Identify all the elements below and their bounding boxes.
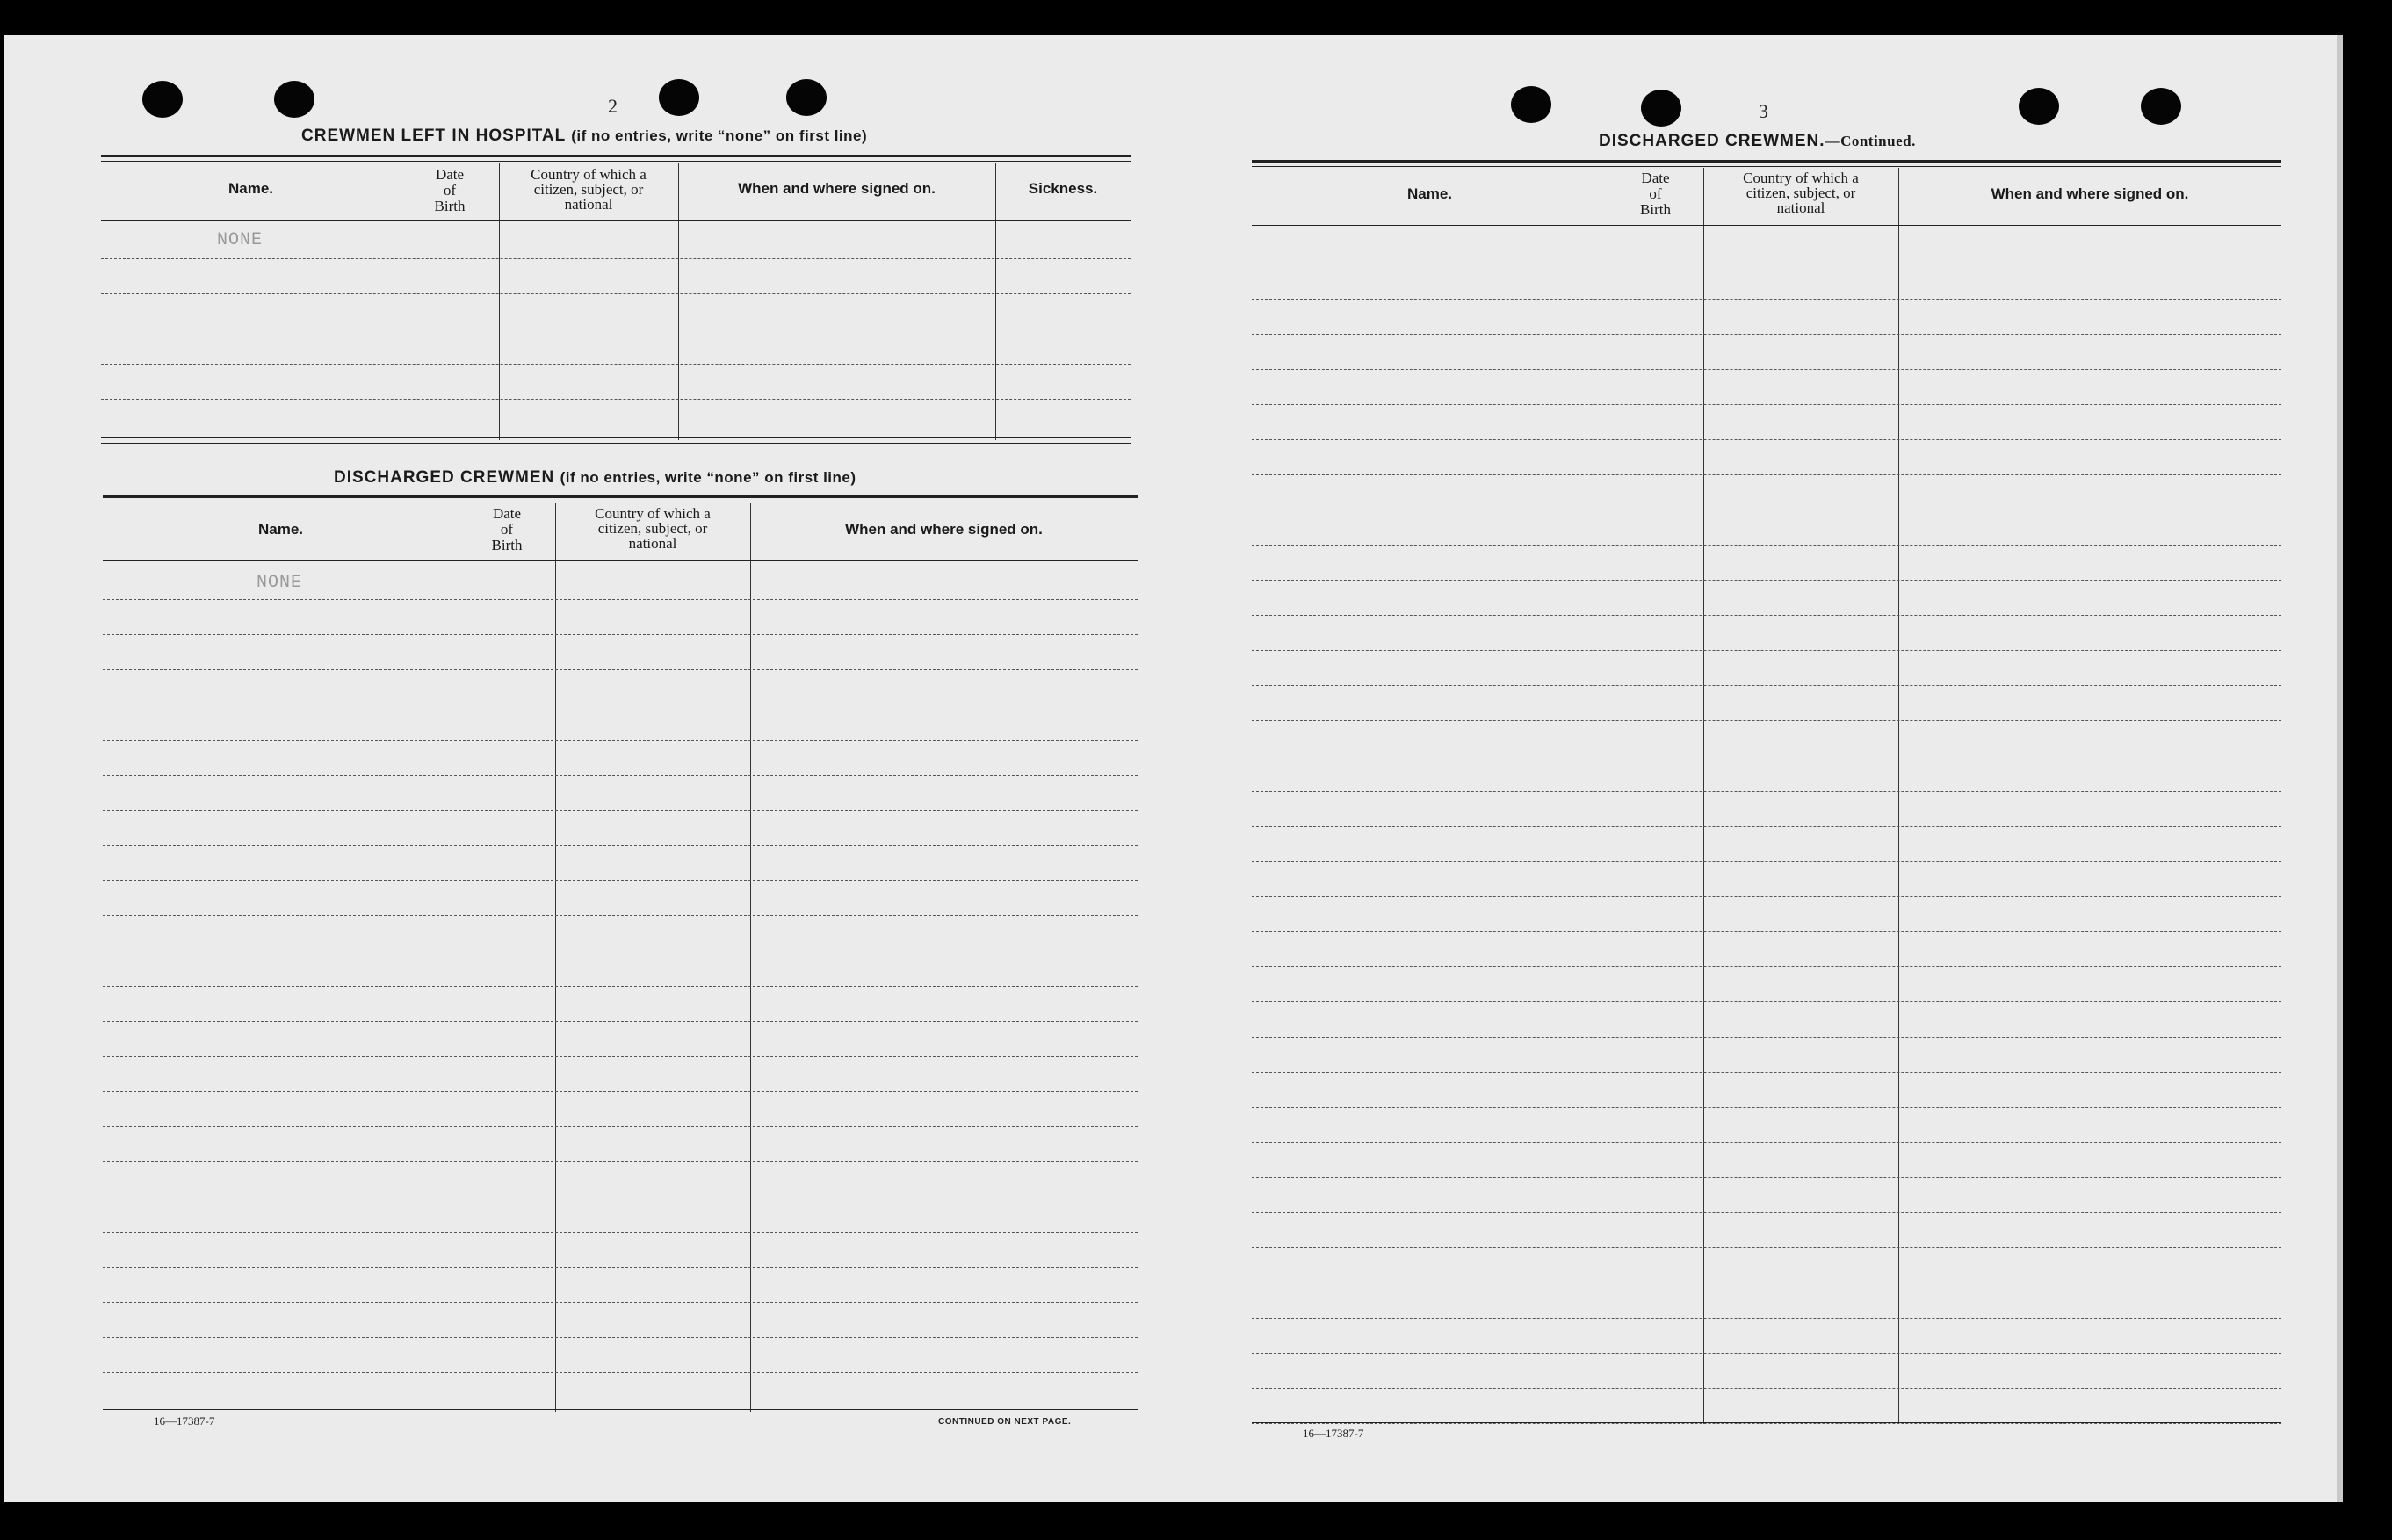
table-row-line [1252, 1247, 2281, 1248]
discharged-continued-table [1252, 160, 2281, 1428]
table-row-line [103, 810, 1138, 811]
table-row-line [1252, 1072, 2281, 1073]
header-bottom-rule [101, 220, 1131, 221]
discharged-continued-title [1599, 132, 1916, 151]
form-code: 16—17387-7 [1303, 1427, 1364, 1440]
form-code: 16—17387-7 [154, 1414, 215, 1428]
table-row-line [1252, 685, 2281, 686]
table-row-line [103, 740, 1138, 741]
table-row-line [103, 986, 1138, 987]
table-top-rule [103, 495, 1138, 498]
table-row-line [1252, 369, 2281, 370]
page-number: 3 [1759, 100, 1768, 122]
column-header-sickness: Sickness. [1028, 180, 1098, 197]
table-row-line [103, 669, 1138, 670]
table-row-line [1252, 791, 2281, 792]
table-row-line [1252, 1423, 2281, 1424]
table-row-line [1252, 1107, 2281, 1108]
hospital-table [101, 155, 1131, 445]
table-row-line [1252, 404, 2281, 405]
table-row-line [103, 1091, 1138, 1092]
discharged-title-text: DISCHARGED CREWMEN [334, 468, 555, 487]
table-top-rule [1252, 166, 2281, 167]
table-bottom-rule [101, 443, 1131, 444]
column-divider [555, 503, 556, 1412]
discharged-table [103, 495, 1138, 1411]
table-row-line [1252, 1142, 2281, 1143]
column-divider [1898, 168, 1899, 1424]
column-header-country: Country of which a citizen, subject, or national [531, 166, 647, 213]
column-header-signed: When and where signed on. [845, 521, 1043, 538]
table-row-line [1252, 826, 2281, 827]
sheet-edge-shadow [2337, 35, 2343, 1502]
header-bottom-rule [103, 560, 1138, 561]
column-divider [1703, 168, 1704, 1424]
table-bottom-rule [103, 1409, 1138, 1410]
table-row-line [1252, 1388, 2281, 1389]
table-row-line [103, 1302, 1138, 1303]
punch-hole [1511, 86, 1551, 123]
column-header-country: Country of which a citizen, subject, or national [1743, 170, 1859, 216]
column-header-name: Name. [257, 521, 304, 538]
table-row-line [1252, 1001, 2281, 1002]
table-row-line [103, 775, 1138, 776]
table-bottom-rule [101, 437, 1131, 438]
table-row-line [1252, 1353, 2281, 1354]
table-row-line [1252, 966, 2281, 967]
table-row-line [103, 1021, 1138, 1022]
discharged-section-title [334, 468, 856, 488]
table-row-line [1252, 720, 2281, 721]
column-header-dob: Date of Birth [491, 505, 523, 553]
table-top-rule [1252, 160, 2281, 163]
column-header-signed: When and where signed on. [738, 180, 936, 197]
table-row-line [103, 1372, 1138, 1373]
column-header-signed: When and where signed on. [1991, 185, 2189, 202]
column-header-name: Name. [228, 180, 274, 197]
hospital-title-note: (if no entries, write “none” on first line) [571, 127, 868, 144]
table-row-line [1252, 1318, 2281, 1319]
table-top-rule [101, 161, 1131, 162]
punch-hole [2141, 88, 2181, 125]
table-row-line [101, 258, 1131, 259]
table-row-line [103, 880, 1138, 881]
continued-suffix: —Continued. [1825, 133, 1916, 149]
punch-hole [2019, 88, 2059, 125]
table-row-line [1252, 580, 2281, 581]
entry-none: NONE [257, 573, 303, 593]
table-row-line [101, 293, 1131, 294]
punch-hole [1641, 90, 1681, 127]
table-row-line [103, 1056, 1138, 1057]
table-row-line [1252, 615, 2281, 616]
table-row-line [101, 364, 1131, 365]
table-row-line [1252, 1177, 2281, 1178]
table-row-line [1252, 861, 2281, 862]
table-row-line [103, 845, 1138, 846]
page-number: 2 [608, 95, 618, 117]
table-row-line [101, 399, 1131, 400]
hospital-title-text: CREWMEN LEFT IN HOSPITAL [301, 127, 566, 145]
table-row-line [103, 1337, 1138, 1338]
punch-hole [274, 81, 314, 118]
column-header-dob: Date of Birth [434, 166, 466, 214]
punch-hole [142, 81, 183, 118]
table-row-line [103, 1161, 1138, 1162]
column-divider [750, 503, 751, 1412]
table-row-line [1252, 299, 2281, 300]
table-row-line [1252, 474, 2281, 475]
table-row-line [1252, 1037, 2281, 1038]
hospital-section-title [301, 127, 867, 146]
table-row-line [1252, 650, 2281, 651]
discharged-continued-title-text: DISCHARGED CREWMEN. [1599, 132, 1825, 150]
table-row-line [103, 1126, 1138, 1127]
table-top-rule [101, 155, 1131, 157]
table-row-line [103, 915, 1138, 916]
header-bottom-rule [1252, 225, 2281, 226]
table-row-line [1252, 439, 2281, 440]
punch-hole [659, 79, 699, 116]
table-row-line [103, 599, 1138, 600]
column-header-dob: Date of Birth [1640, 170, 1671, 218]
column-header-name: Name. [1406, 185, 1453, 202]
discharged-title-note: (if no entries, write “none” on first line) [560, 469, 856, 486]
table-row-line [1252, 334, 2281, 335]
table-row-line [103, 634, 1138, 635]
table-row-line [1252, 931, 2281, 932]
entry-none: NONE [217, 230, 264, 250]
table-row-line [1252, 545, 2281, 546]
continued-note: CONTINUED ON NEXT PAGE. [938, 1417, 1072, 1427]
punch-hole [786, 79, 827, 116]
table-row-line [1252, 896, 2281, 897]
column-header-country: Country of which a citizen, subject, or national [595, 505, 711, 552]
table-row-line [103, 1232, 1138, 1233]
table-row-line [1252, 1212, 2281, 1213]
table-row-line [103, 1267, 1138, 1268]
